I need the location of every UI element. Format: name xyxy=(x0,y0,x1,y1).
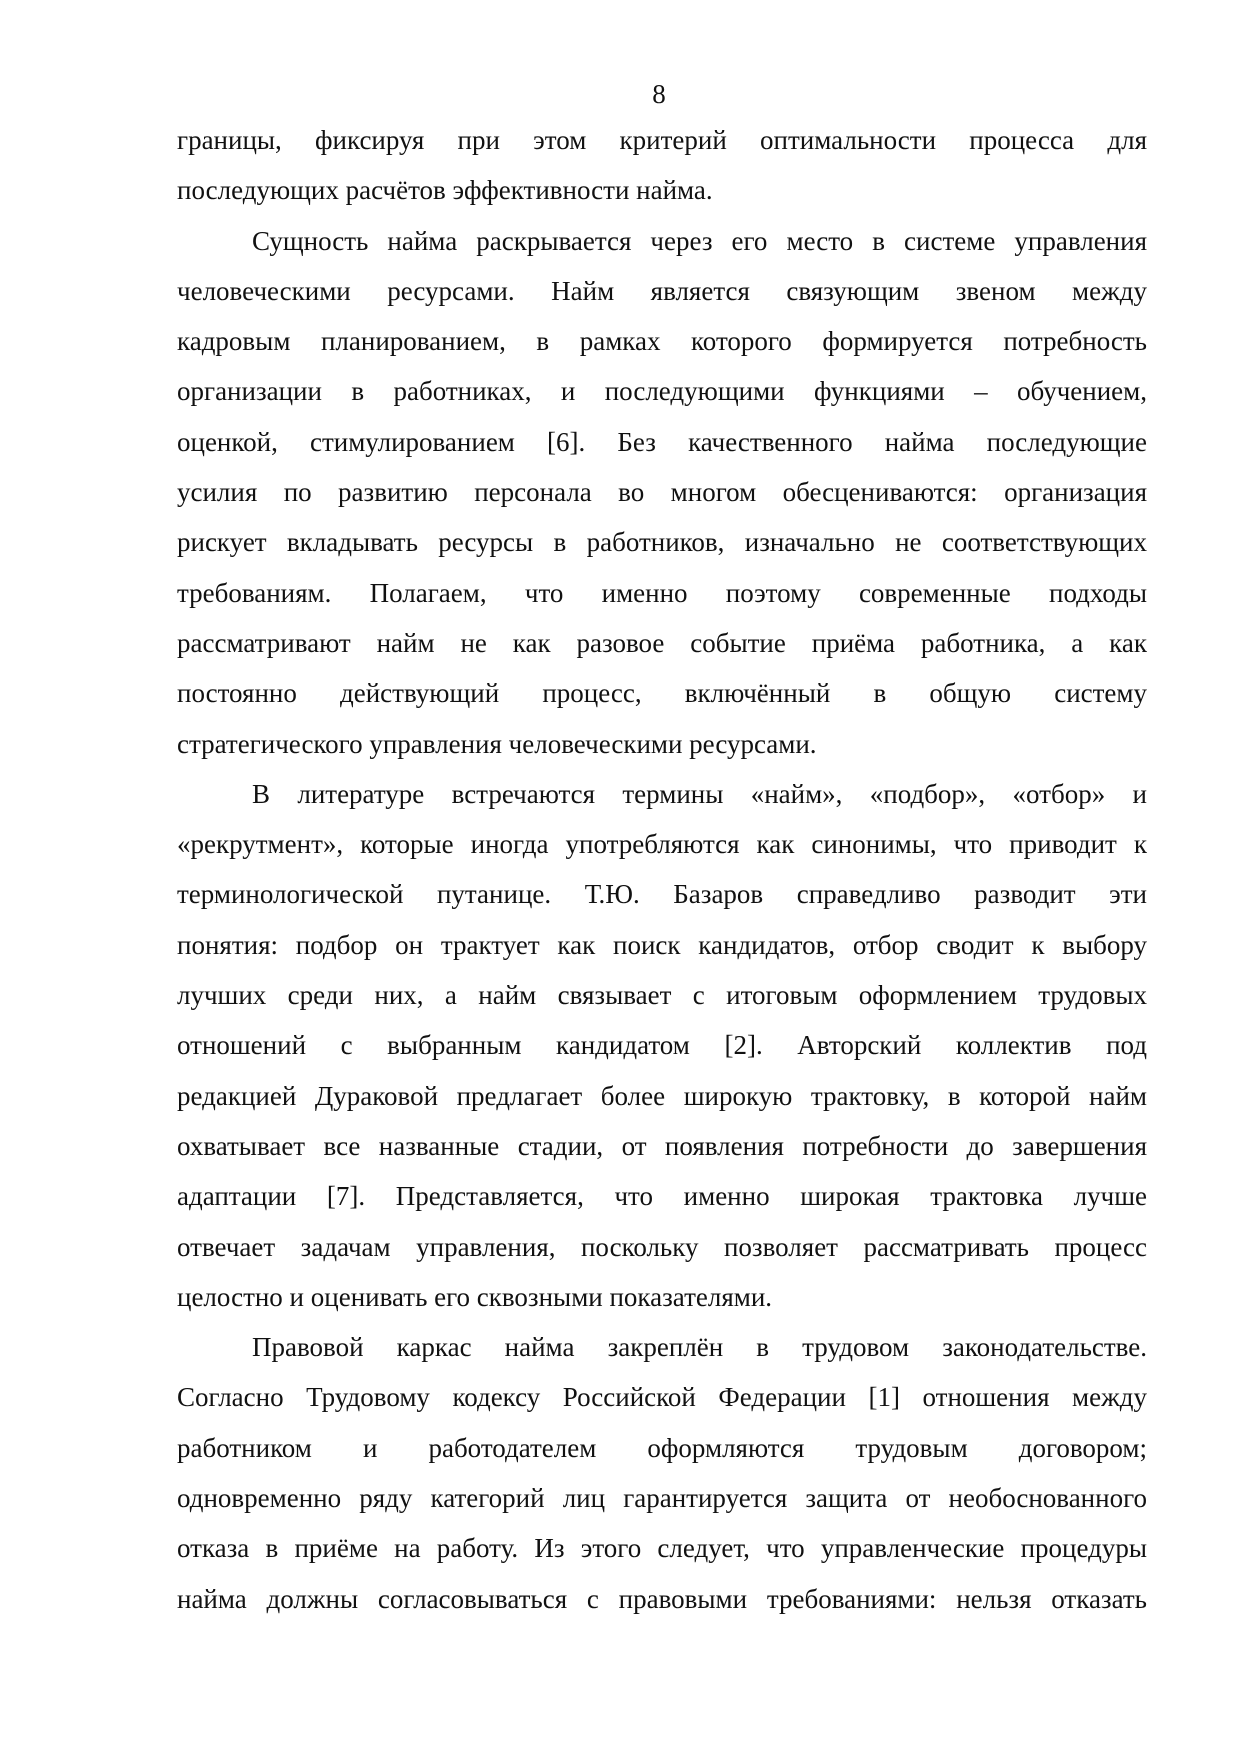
page-number: 8 xyxy=(652,79,666,109)
text-line: последующих расчётов эффективности найма. xyxy=(177,175,713,206)
text-line: кадровым планированием, в рамках которого формируется потребность xyxy=(177,326,1147,357)
text-line: рискует вкладывать ресурсы в работников, изначально не соответствующих xyxy=(177,527,1147,558)
text-line: одновременно ряду категорий лиц гарантируется защита от необоснованного xyxy=(177,1483,1147,1514)
text-line: Согласно Трудовому кодексу Российской Федерации [1] отношения между xyxy=(177,1382,1147,1413)
text-line: адаптации [7]. Представляется, что именно широкая трактовка лучше xyxy=(177,1181,1147,1212)
text-line: требованиям. Полагаем, что именно поэтому современные подходы xyxy=(177,577,1147,608)
text-line: В литературе встречаются термины «найм», «подбор», «отбор» и xyxy=(252,778,1147,809)
text-line: целостно и оценивать его сквозными показателями. xyxy=(177,1281,773,1312)
text-line: Правовой каркас найма закреплён в трудовом законодательстве. xyxy=(252,1332,1147,1363)
text-line: постоянно действующий процесс, включённый в общую систему xyxy=(177,678,1147,709)
text-line: усилия по развитию персонала во многом обесцениваются: организация xyxy=(177,477,1147,508)
text-line: терминологической путанице. Т.Ю. Базаров справедливо разводит эти xyxy=(177,879,1147,910)
text-line: отказа в приёме на работу. Из этого следует, что управленческие процедуры xyxy=(177,1533,1147,1564)
text-line: Сущность найма раскрывается через его место в системе управления xyxy=(252,225,1147,256)
text-line: границы, фиксируя при этом критерий оптимальности процесса для xyxy=(177,125,1147,155)
text-line: отвечает задачам управления, поскольку позволяет рассматривать процесс xyxy=(177,1231,1147,1262)
text-line: редакцией Дураковой предлагает более широкую трактовку, в которой найм xyxy=(177,1080,1147,1111)
text-line: человеческими ресурсами. Найм является связующим звеном между xyxy=(177,275,1147,306)
text-line: оценкой, стимулированием [6]. Без качественного найма последующие xyxy=(177,426,1147,457)
text-line: отношений с выбранным кандидатом [2]. Авторский коллектив под xyxy=(177,1030,1147,1061)
text-line: найма должны согласовываться с правовыми требованиями: нельзя отказать xyxy=(177,1583,1147,1614)
body-text xyxy=(177,115,1147,1624)
text-line: рассматривают найм не как разовое событие приёма работника, а как xyxy=(177,627,1147,658)
text-line: охватывает все названные стадии, от появления потребности до завершения xyxy=(177,1130,1147,1161)
text-line: стратегического управления человеческими ресурсами. xyxy=(177,728,817,759)
text-line: работником и работодателем оформляются трудовым договором; xyxy=(177,1432,1147,1463)
text-line: «рекрутмент», которые иногда употребляются как синонимы, что приводит к xyxy=(177,829,1147,860)
text-line: организации в работниках, и последующими функциями – обучением, xyxy=(177,376,1147,407)
text-line: лучших среди них, а найм связывает с итоговым оформлением трудовых xyxy=(177,980,1147,1011)
text-line: понятия: подбор он трактует как поиск кандидатов, отбор сводит к выбору xyxy=(177,929,1147,960)
